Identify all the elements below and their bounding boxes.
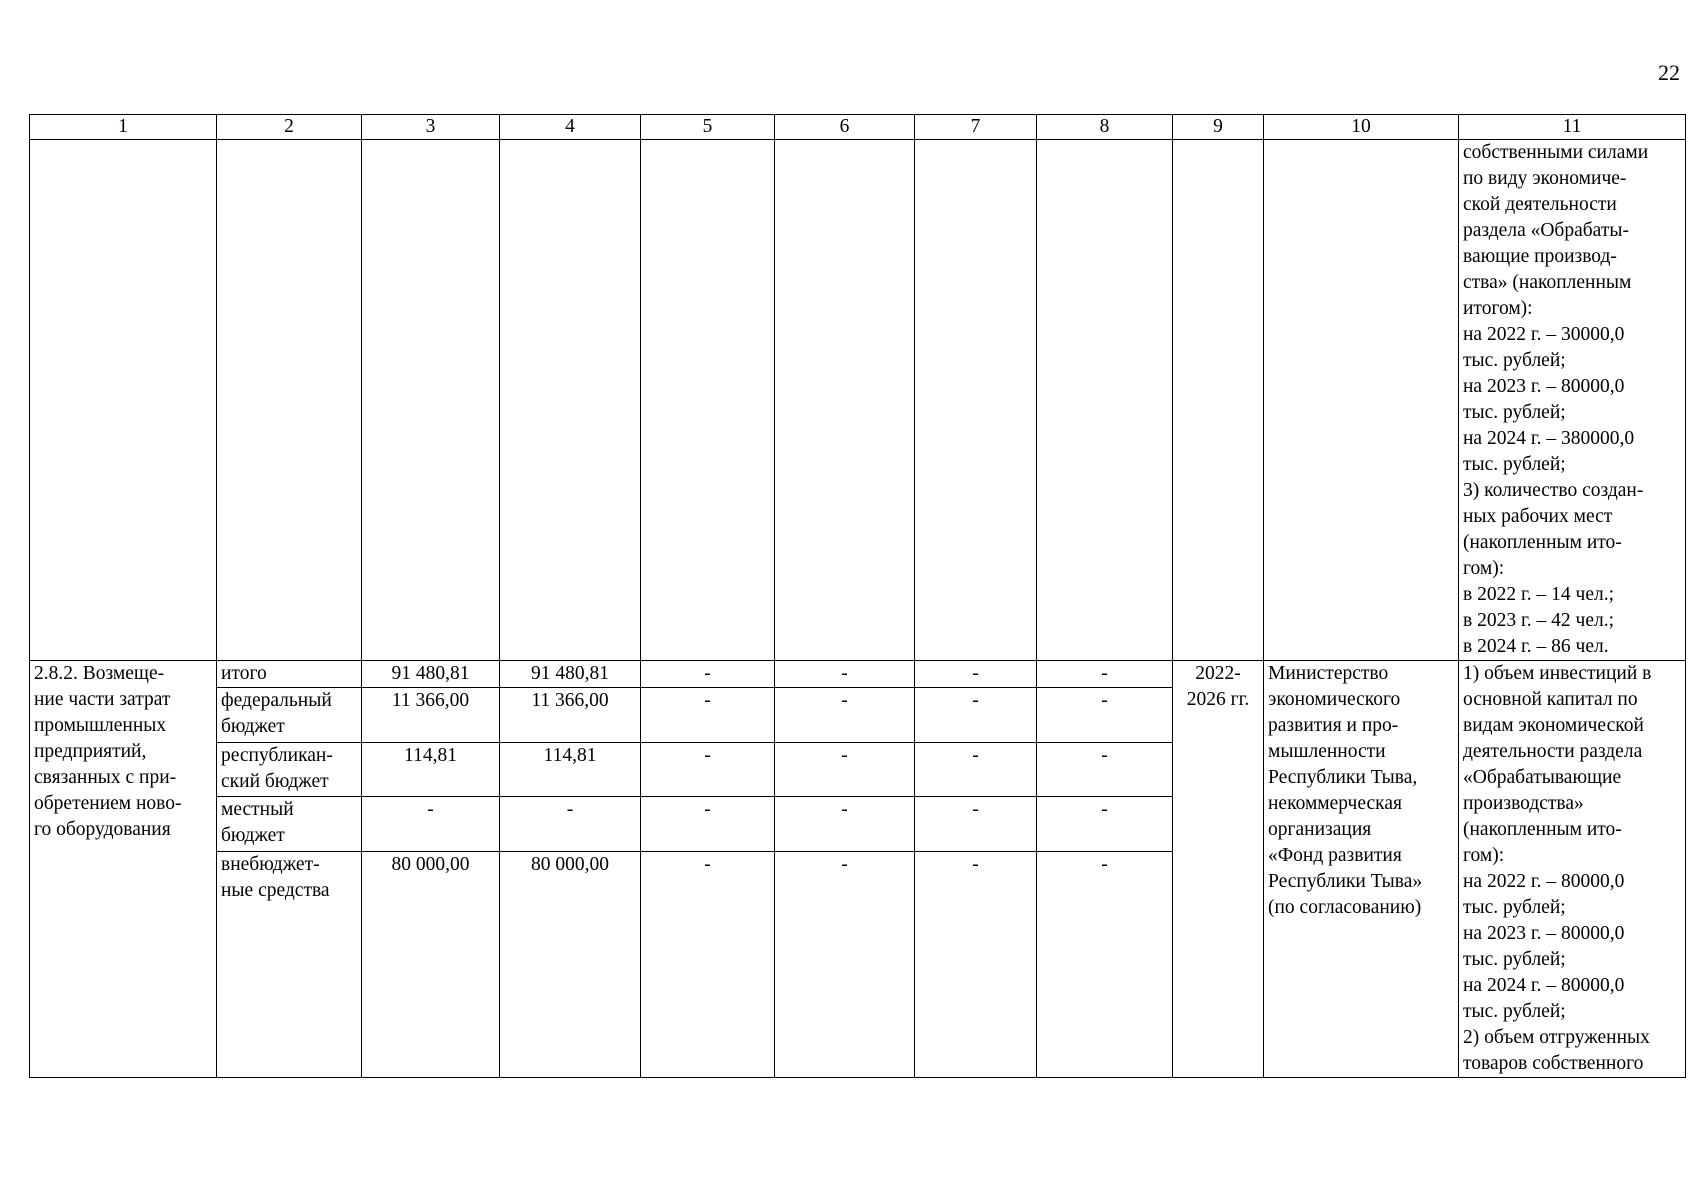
column-number: 11 bbox=[1459, 115, 1686, 140]
amount-cell: - bbox=[1037, 688, 1173, 743]
amount-cell: - bbox=[641, 852, 775, 1078]
page-number: 22 bbox=[1658, 60, 1680, 85]
column-number-row bbox=[30, 115, 1686, 140]
column-number: 5 bbox=[641, 115, 775, 140]
empty-cell bbox=[362, 140, 500, 661]
amount-cell: - bbox=[362, 797, 500, 852]
empty-cell bbox=[217, 140, 362, 661]
implementation-period: 2022- 2026 гг. bbox=[1173, 661, 1264, 1078]
empty-cell bbox=[1037, 140, 1173, 661]
amount-cell: 114,81 bbox=[362, 742, 500, 797]
empty-cell bbox=[30, 140, 217, 661]
empty-cell bbox=[775, 140, 915, 661]
amount-cell: - bbox=[500, 797, 641, 852]
amount-cell: 91 480,81 bbox=[500, 661, 641, 688]
amount-cell: - bbox=[775, 742, 915, 797]
amount-cell: 11 366,00 bbox=[362, 688, 500, 743]
empty-cell bbox=[641, 140, 775, 661]
funding-source: федеральный бюджет bbox=[217, 688, 362, 743]
amount-cell: 11 366,00 bbox=[500, 688, 641, 743]
amount-cell: - bbox=[1037, 797, 1173, 852]
amount-cell: - bbox=[775, 852, 915, 1078]
target-indicators: 1) объем инвестиций в основной капитал по видам экономической деятельности раздела «Обрабатывающие производства» (накопленным ито- гом): на 2022 г. – 80000,0 тыс. рублей; на 2023 г. – 80000,0 тыс. рублей; на 2024 г. – 80000,0 тыс. рублей; 2) объем отгруженных товаров собственного bbox=[1459, 661, 1686, 1078]
column-number: 9 bbox=[1173, 115, 1264, 140]
column-number: 1 bbox=[30, 115, 217, 140]
amount-cell: - bbox=[915, 688, 1037, 743]
amount-cell: - bbox=[915, 661, 1037, 688]
amount-cell: - bbox=[775, 661, 915, 688]
funding-source: республикан- ский бюджет bbox=[217, 742, 362, 797]
amount-cell: - bbox=[1037, 742, 1173, 797]
column-number: 10 bbox=[1264, 115, 1459, 140]
column-number: 4 bbox=[500, 115, 641, 140]
amount-cell: - bbox=[775, 688, 915, 743]
funding-source: местный бюджет bbox=[217, 797, 362, 852]
program-table bbox=[29, 114, 1686, 1078]
column-number: 6 bbox=[775, 115, 915, 140]
continued-indicator-text: собственными силами по виду экономиче- ской деятельности раздела «Обрабаты- вающие производ- ства» (накопленным итогом): на 2022 г. – 30000,0 тыс. рублей; на 2023 г. – 80000,0 тыс. рублей; на 2024 г. – 380000,0 тыс. рублей; 3) количество создан- ных рабочих мест (накопленным ито- гом): в 2022 г. – 14 чел.; в 2023 г. – 42 чел.; в 2024 г. – 86 чел. bbox=[1459, 140, 1686, 661]
amount-cell: - bbox=[915, 797, 1037, 852]
amount-cell: 91 480,81 bbox=[362, 661, 500, 688]
amount-cell: 114,81 bbox=[500, 742, 641, 797]
amount-cell: - bbox=[641, 797, 775, 852]
column-number: 3 bbox=[362, 115, 500, 140]
amount-cell: - bbox=[915, 852, 1037, 1078]
column-number: 2 bbox=[217, 115, 362, 140]
measure-name: 2.8.2. Возмеще- ние части затрат промышленных предприятий, связанных с при- обретением ново- го оборудования bbox=[30, 661, 217, 1078]
amount-cell: - bbox=[1037, 661, 1173, 688]
amount-cell: - bbox=[641, 688, 775, 743]
funding-row-total bbox=[30, 661, 1686, 688]
empty-cell bbox=[500, 140, 641, 661]
amount-cell: - bbox=[915, 742, 1037, 797]
amount-cell: - bbox=[775, 797, 915, 852]
empty-cell bbox=[1264, 140, 1459, 661]
amount-cell: - bbox=[1037, 852, 1173, 1078]
column-number: 8 bbox=[1037, 115, 1173, 140]
responsible-executor: Министерство экономического развития и про- мышленности Республики Тыва, некоммерческая организация «Фонд развития Республики Тыва» (по согласованию) bbox=[1264, 661, 1459, 1078]
funding-source: внебюджет- ные средства bbox=[217, 852, 362, 1078]
amount-cell: 80 000,00 bbox=[500, 852, 641, 1078]
continuation-row bbox=[30, 140, 1686, 661]
column-number: 7 bbox=[915, 115, 1037, 140]
empty-cell bbox=[1173, 140, 1264, 661]
empty-cell bbox=[915, 140, 1037, 661]
amount-cell: - bbox=[641, 742, 775, 797]
funding-source: итого bbox=[217, 661, 362, 688]
amount-cell: 80 000,00 bbox=[362, 852, 500, 1078]
amount-cell: - bbox=[641, 661, 775, 688]
